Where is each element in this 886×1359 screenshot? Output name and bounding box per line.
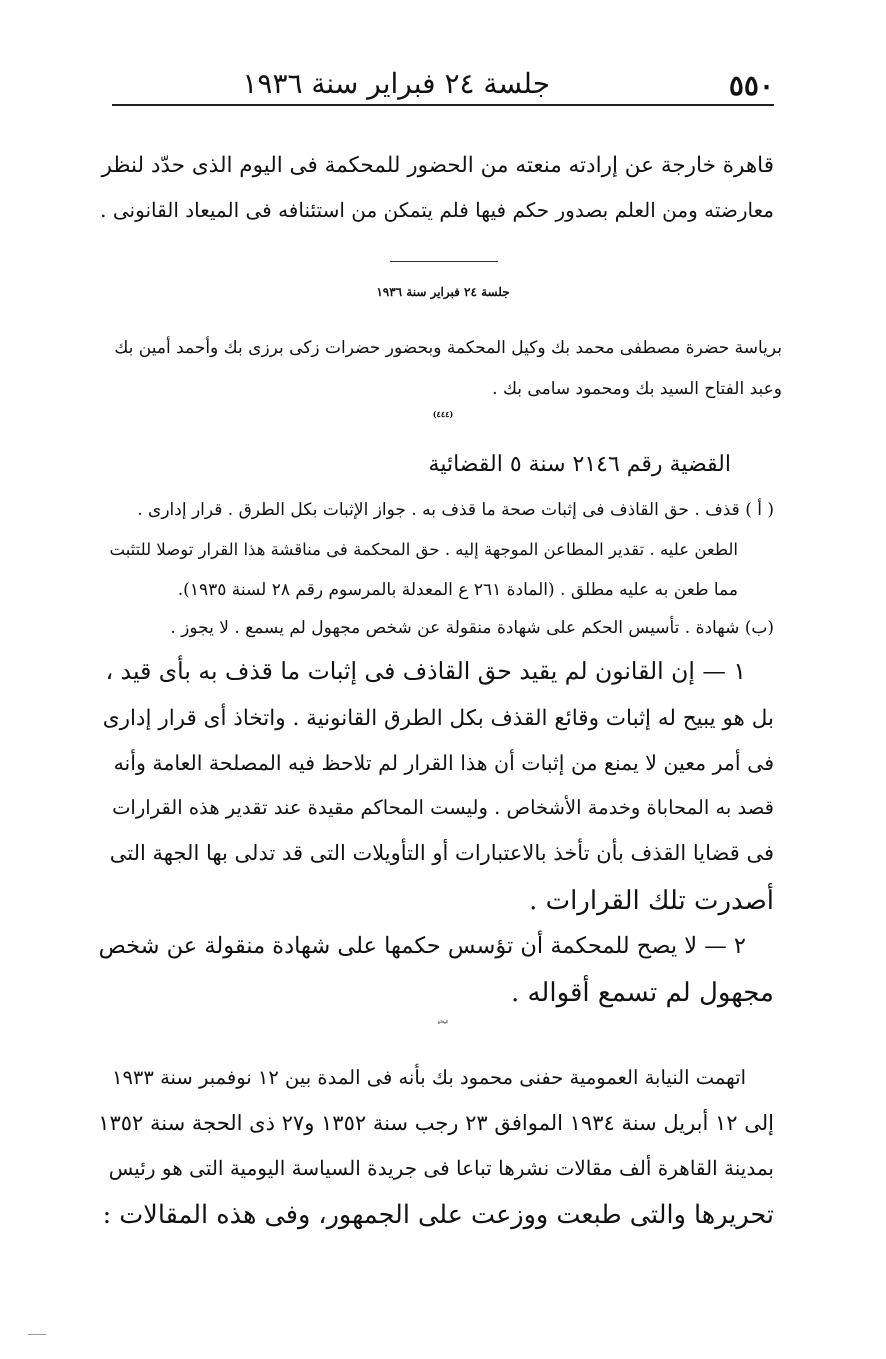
intro-line-1: قاهرة خارجة عن إرادته منعته من الحضور للمحكمة فى اليوم الذى حدّد لنظر	[101, 153, 774, 178]
presidency-line-1: برياسة حضرة مصطفى محمد بك وكيل المحكمة وبحضور حضرات زكى برزى بك وأحمد أمين بك	[114, 338, 782, 358]
facts-line-4: تحريرها والتى طبعت ووزعت على الجمهور، وفى هذه المقالات :	[102, 1200, 774, 1230]
section-divider	[390, 261, 498, 262]
facts-heading: الوقائع	[437, 1019, 449, 1024]
principle-1-line-1: ١ — إن القانون لم يقيد حق القاذف فى إثبات ما قذف به بأى قيد ،	[105, 657, 746, 685]
case-title: القضية رقم ٢١٤٦ سنة ٥ القضائية	[428, 452, 731, 477]
summary-line-4: (ب) شهادة . تأسيس الحكم على شهادة منقولة عن شخص مجهول لم يسمع . لا يجوز .	[170, 618, 774, 638]
header-rule	[112, 104, 774, 106]
principle-1-line-4: قصد به المحاباة وخدمة الأشخاص . وليست المحاكم مقيدة عند تقدير هذه القرارات	[112, 796, 774, 819]
principle-1-line-6: أصدرت تلك القرارات .	[529, 886, 774, 916]
facts-line-1: اتهمت النيابة العمومية حفنى محمود بك بأنه فى المدة بين ١٢ نوفمبر سنة ١٩٣٣	[111, 1066, 746, 1089]
intro-line-2: معارضته ومن العلم بصدور حكم فيها فلم يتمكن من استئنافه فى الميعاد القانونى .	[100, 198, 774, 222]
running-title: جلسة ٢٤ فبراير سنة ١٩٣٦	[242, 67, 550, 100]
summary-line-1: ( أ ) قذف . حق القاذف فى إثبات صحة ما قذف به . جواز الإثبات بكل الطرق . قرار إدارى .	[137, 500, 774, 520]
facts-line-2: إلى ١٢ أبريل سنة ١٩٣٤ الموافق ٢٣ رجب سنة ١٣٥٢ و٢٧ ذى الحجة سنة ١٣٥٢	[98, 1111, 774, 1135]
principle-2-line-1: ٢ — لا يصح للمحكمة أن تؤسس حكمها على شهادة منقولة عن شخص	[98, 933, 746, 959]
summary-line-3: مما طعن به عليه مطلق . (المادة ٢٦١ ع المعدلة بالمرسوم رقم ٢٨ لسنة ١٩٣٥).	[177, 580, 738, 600]
principle-2-line-2: مجهول لم تسمع أقواله .	[510, 978, 774, 1008]
summary-line-2: الطعن عليه . تقدير المطاعن الموجهة إليه . حق المحكمة فى مناقشة هذا القرار توصلا للتثبت	[109, 540, 738, 559]
facts-line-3: بمدينة القاهرة ألف مقالات نشرها تباعا فى جريدة السياسة اليومية التى هو رئيس	[108, 1156, 774, 1180]
principle-1-line-3: فى أمر معين لا يمنع من إثبات أن هذا القرار لم تلاحظ فيه المصلحة العامة وأنه	[113, 751, 774, 775]
presidency-line-2: وعبد الفتاح السيد بك ومحمود سامى بك .	[492, 379, 782, 399]
page-number: ٥٥٠	[728, 69, 774, 102]
principle-1-line-5: فى قضايا القذف بأن تأخذ بالاعتبارات أو التأويلات التى قد تدلى بها الجهة التى	[109, 841, 774, 865]
case-number: (٤٤٤)	[432, 409, 454, 419]
principle-1-line-2: بل هو يبيح له إثبات وقائع القذف بكل الطرق القانونية . واتخاذ أى قرار إدارى	[102, 706, 774, 731]
session-title: جلسة ٢٤ فبراير سنة ١٩٣٦	[376, 285, 510, 299]
margin-mark	[28, 1334, 46, 1335]
